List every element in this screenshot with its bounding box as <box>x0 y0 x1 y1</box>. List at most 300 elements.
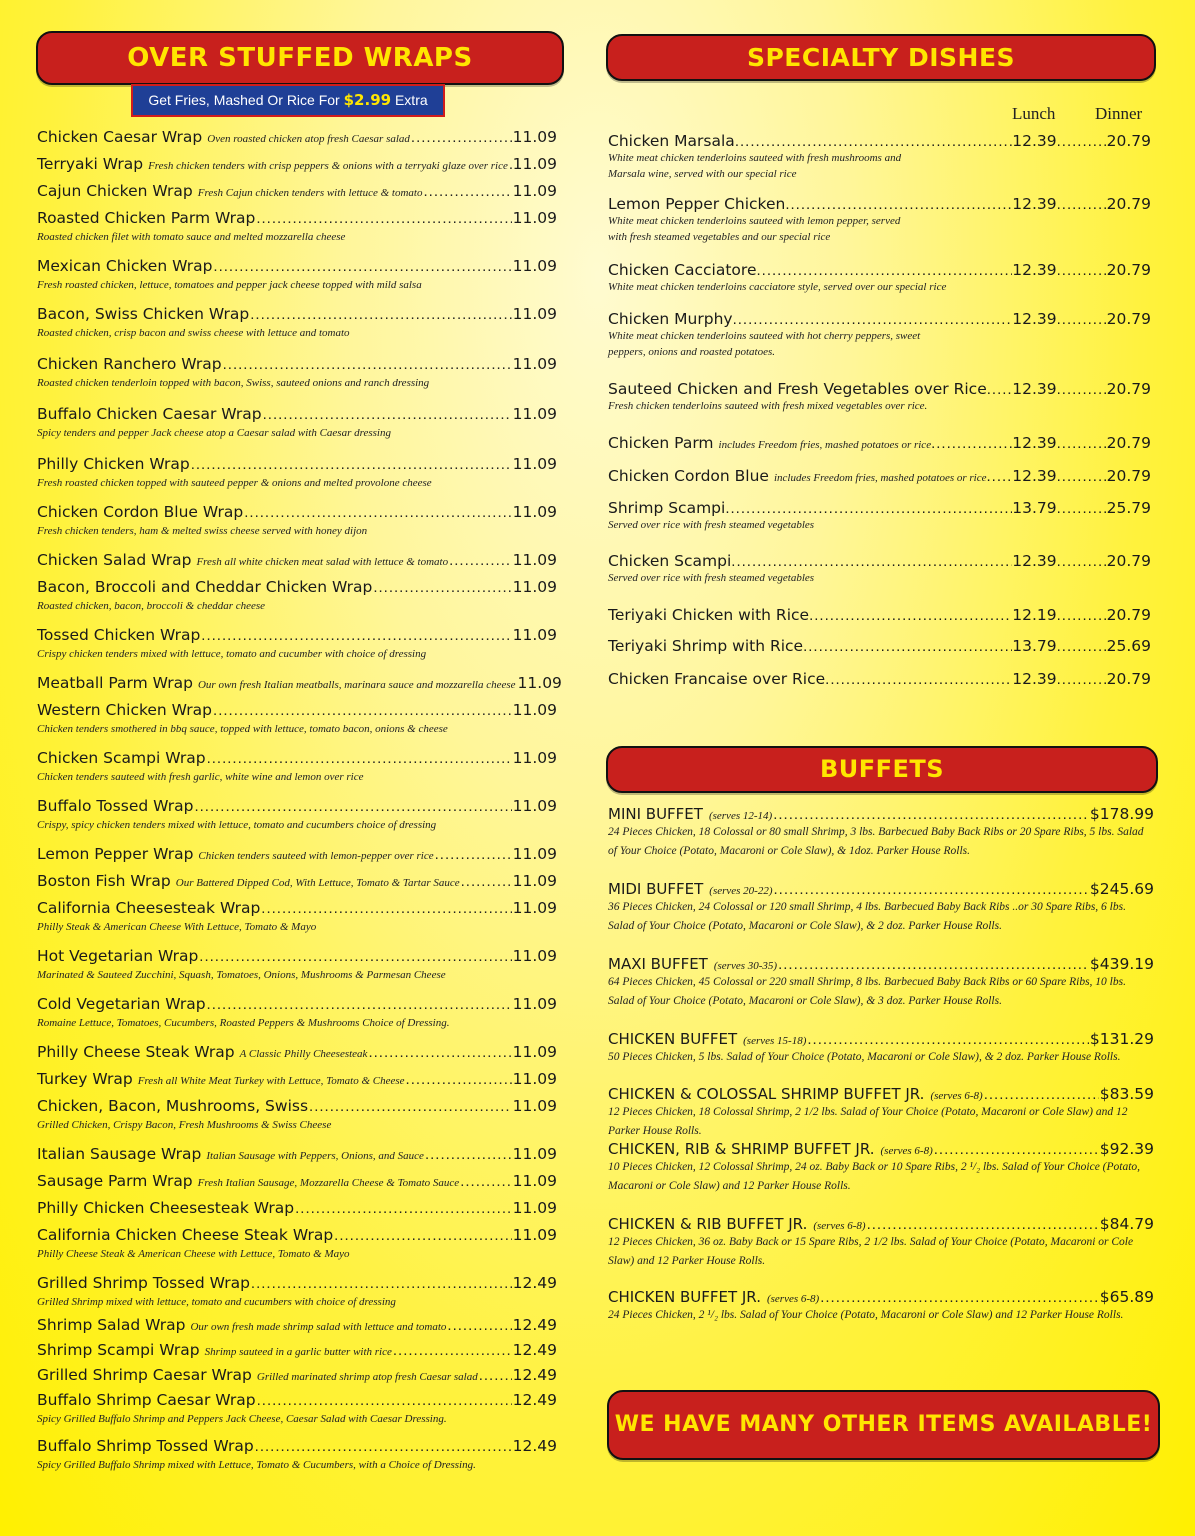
wrap-name: Chicken, Bacon, Mushrooms, Swiss <box>37 1097 309 1115</box>
specialty-name: Sauteed Chicken and Fresh Vegetables over Rice <box>608 380 987 398</box>
buffet-serves: (serves 15-18) <box>743 1035 807 1047</box>
specialty-item <box>608 499 1151 533</box>
wrap-desc: Spicy tenders and pepper Jack cheese atop a Caesar salad with Caesar dressing <box>37 427 391 439</box>
buffet-serves: (serves 6-8) <box>880 1145 933 1157</box>
specialty-item <box>608 132 1151 182</box>
wrap-name: Tossed Chicken Wrap <box>37 626 201 644</box>
dot-leader <box>803 638 1012 655</box>
specialty-dinner-price: 25.69 <box>1106 637 1151 655</box>
buffet-name: CHICKEN BUFFET <box>608 1030 738 1048</box>
dot-leader <box>263 406 512 423</box>
dot-leader <box>773 806 1089 823</box>
wrap-line <box>37 749 557 767</box>
buffet-line <box>608 1030 1154 1048</box>
wrap-item <box>37 355 557 391</box>
wrap-price: 11.09 <box>512 1043 557 1061</box>
subbanner-price: $2.99 <box>343 91 392 109</box>
wrap-price: 11.09 <box>512 551 557 569</box>
buffet-serves: (serves 6-8) <box>813 1220 866 1232</box>
wrap-price: 11.09 <box>512 899 557 917</box>
wrap-inline-desc: Our own fresh Italian meatballs, marinara sauce and mozzarella cheese <box>197 679 516 691</box>
specialty-dinner-price: 20.79 <box>1106 467 1151 485</box>
dot-leader <box>223 356 512 373</box>
wrap-name: Western Chicken Wrap <box>37 701 213 719</box>
wrap-item <box>37 797 557 833</box>
specialty-item <box>608 552 1151 586</box>
dot-leader <box>393 1342 512 1359</box>
wrap-line <box>37 578 557 596</box>
dot-leader <box>825 671 1012 688</box>
buffet-item <box>608 1030 1154 1067</box>
wrap-name: Roasted Chicken Parm Wrap <box>37 209 256 227</box>
wraps-subbanner <box>131 84 445 117</box>
wrap-name: Terryaki Wrap <box>37 155 144 173</box>
buffet-item <box>608 1085 1154 1141</box>
specialty-name: Shrimp Scampi <box>608 499 726 517</box>
specialty-dinner-price: 20.79 <box>1106 195 1151 213</box>
specialty-line <box>608 499 1151 517</box>
wrap-line <box>37 947 557 965</box>
dinner-header: Dinner <box>1095 104 1143 123</box>
dot-leader <box>251 1275 512 1292</box>
wrap-inline-desc: Our own fresh made shrimp salad with lettuce and tomato <box>190 1321 447 1333</box>
buffet-name: CHICKEN BUFFET JR. <box>608 1288 761 1306</box>
specialty-desc: Marsala wine, served with our special rice <box>608 168 797 180</box>
specialty-name: Lemon Pepper Chicken <box>608 195 786 213</box>
specialty-line <box>608 637 1151 655</box>
specialty-dinner-price: 20.79 <box>1106 380 1151 398</box>
specialty-name: Teriyaki Shrimp with Rice <box>608 637 804 655</box>
wrap-desc: Marinated & Sauteed Zucchini, Squash, Tomatoes, Onions, Mushrooms & Parmesan Cheese <box>37 969 446 981</box>
dot-leader <box>255 1438 512 1455</box>
dot-leader <box>1057 311 1107 328</box>
dot-leader <box>1057 381 1107 398</box>
dot-leader <box>207 996 512 1013</box>
wrap-name: Lemon Pepper Wrap <box>37 845 194 863</box>
wrap-line <box>37 155 557 173</box>
buffets-title: BUFFETS <box>819 755 945 783</box>
wrap-desc: Grilled Chicken, Crispy Bacon, Fresh Mushrooms & Swiss Cheese <box>37 1119 332 1131</box>
dot-leader <box>368 1044 511 1061</box>
dot-leader <box>207 750 512 767</box>
wrap-desc: Crispy chicken tenders mixed with lettuce, tomato and cucumber with choice of dressing <box>37 648 427 660</box>
specialty-line <box>608 467 1151 485</box>
dot-leader <box>191 456 512 473</box>
wrap-line <box>37 1172 557 1190</box>
wrap-line <box>37 1145 557 1163</box>
specialty-lunch-price: 13.79 <box>1012 637 1057 655</box>
wrap-price: 11.09 <box>512 1097 557 1115</box>
buffet-line <box>608 805 1154 823</box>
specialty-line <box>608 606 1151 624</box>
wrap-line <box>37 845 557 863</box>
buffet-name: CHICKEN & RIB BUFFET JR. <box>608 1215 808 1233</box>
wrap-line <box>37 701 557 719</box>
dot-leader <box>733 311 1013 328</box>
specialty-dinner-price: 20.79 <box>1106 434 1151 452</box>
specialty-item <box>608 261 1151 295</box>
wrap-name: Philly Chicken Cheesesteak Wrap <box>37 1199 295 1217</box>
specialty-lunch-price: 12.39 <box>1012 132 1057 150</box>
wrap-price: 11.09 <box>512 1145 557 1163</box>
buffet-serves: (serves 30-35) <box>713 960 778 972</box>
wrap-name: Bacon, Swiss Chicken Wrap <box>37 305 250 323</box>
buffet-serves: (serves 6-8) <box>930 1090 983 1102</box>
wrap-item <box>37 1316 557 1334</box>
wrap-inline-desc: Chicken tenders sauteed with lemon-pepper over rice <box>198 850 434 862</box>
specialty-desc: White meat chicken tenderloins sauteed with hot cherry peppers, sweet <box>608 330 921 342</box>
buffet-name: MAXI BUFFET <box>608 955 708 973</box>
dot-leader <box>1057 607 1107 624</box>
wrap-desc: Spicy Grilled Buffalo Shrimp and Peppers Jack Cheese, Caesar Salad with Caesar Dressing. <box>37 1413 447 1425</box>
wrap-item <box>37 551 557 569</box>
wrap-line <box>37 1274 557 1292</box>
wrap-line <box>37 503 557 521</box>
wraps-banner <box>36 31 564 85</box>
wrap-price: 11.09 <box>512 1226 557 1244</box>
wrap-desc: Crispy, spicy chicken tenders mixed with lettuce, tomato and cucumbers choice of dressing <box>37 819 437 831</box>
specialty-lunch-price: 12.39 <box>1012 310 1057 328</box>
wrap-name: Cajun Chicken Wrap <box>37 182 193 200</box>
specialty-item <box>608 434 1151 452</box>
wrap-inline-desc: Fresh Italian Sausage, Mozzarella Cheese & Tomato Sauce <box>197 1177 460 1189</box>
wrap-name: Hot Vegetarian Wrap <box>37 947 199 965</box>
wrap-price: 11.09 <box>512 749 557 767</box>
specialty-desc: White meat chicken tenderloins cacciatore style, served over our special rice <box>608 281 947 293</box>
wrap-price: 11.09 <box>512 1199 557 1217</box>
wrap-line <box>37 1226 557 1244</box>
dot-leader <box>334 1227 511 1244</box>
buffet-line <box>608 1215 1154 1233</box>
buffet-desc: 36 Pieces Chicken, 24 Colossal or 120 small Shrimp, 4 lbs. Barbecued Baby Back Ribs ..or 30 Spare Ribs, 6 lbs. Salad of Your Choice (Potato, Macaroni or Cole Slaw), & 2 doz. Parker House Rolls. <box>608 901 1126 932</box>
dot-leader <box>725 500 1012 517</box>
wrap-price: 11.09 <box>512 209 557 227</box>
dot-leader <box>820 1289 1099 1306</box>
wrap-price: 11.09 <box>512 1070 557 1088</box>
specialty-line <box>608 670 1151 688</box>
wrap-price: 11.09 <box>512 128 557 146</box>
dot-leader <box>261 900 511 917</box>
wrap-price: 11.09 <box>512 701 557 719</box>
specialty-item <box>608 467 1151 485</box>
dot-leader <box>244 504 511 521</box>
specialty-line <box>608 132 1151 150</box>
wrap-desc: Roasted chicken filet with tomato sauce and melted mozzarella cheese <box>37 231 346 243</box>
wrap-line <box>37 1043 557 1061</box>
buffet-serves: (serves 6-8) <box>766 1293 820 1305</box>
wrap-desc: Spicy Grilled Buffalo Shrimp mixed with Lettuce, Tomato & Cucumbers, with a Choice of Dressing. <box>37 1459 476 1471</box>
dot-leader <box>809 607 1012 624</box>
specialty-lunch-price: 12.39 <box>1012 380 1057 398</box>
wrap-name: Buffalo Shrimp Caesar Wrap <box>37 1391 256 1409</box>
wrap-item <box>37 1366 557 1384</box>
buffet-price: $131.29 <box>1089 1030 1154 1048</box>
wrap-inline-desc: Fresh chicken tenders with crisp peppers & onions with a terryaki glaze over rice <box>148 160 508 172</box>
buffets-banner <box>606 746 1158 793</box>
wrap-desc: Chicken tenders sauteed with fresh garlic, white wine and lemon over rice <box>37 771 364 783</box>
wrap-price: 11.09 <box>512 845 557 863</box>
wrap-price: 12.49 <box>512 1437 557 1455</box>
wrap-item <box>37 845 557 863</box>
wrap-line <box>37 355 557 373</box>
dot-leader <box>987 468 1013 485</box>
wrap-item <box>37 503 557 539</box>
buffet-desc: 24 Pieces Chicken, 18 Colossal or 80 small Shrimp, 3 lbs. Barbecued Baby Back Ribs or 20 Spare Ribs, 5 lbs. Salad of Your Choice (Potato, Macaroni or Cole Slaw), & 1doz. Parker House Rolls. <box>608 826 1144 857</box>
wrap-price: 11.09 <box>512 155 557 173</box>
wrap-item <box>37 626 557 662</box>
wrap-item <box>37 182 557 200</box>
dot-leader <box>449 552 512 569</box>
wrap-desc: Fresh roasted chicken topped with sauteed pepper & onions and melted provolone cheese <box>37 477 432 489</box>
dot-leader <box>425 1146 512 1163</box>
buffet-line <box>608 880 1154 898</box>
wrap-name: Buffalo Tossed Wrap <box>37 797 194 815</box>
wrap-inline-desc: Fresh all white chicken meat salad with lettuce & tomato <box>196 556 449 568</box>
buffet-name: MINI BUFFET <box>608 805 703 823</box>
specialty-item <box>608 380 1151 414</box>
wrap-name: Bacon, Broccoli and Cheddar Chicken Wrap <box>37 578 373 596</box>
buffet-name: CHICKEN, RIB & SHRIMP BUFFET JR. <box>608 1140 875 1158</box>
specialty-dinner-price: 20.79 <box>1106 310 1151 328</box>
specialty-item <box>608 670 1151 688</box>
buffet-desc: 12 Pieces Chicken, 18 Colossal Shrimp, 2 1/2 lbs. Salad of Your Choice (Potato, Macaroni or Cole Slaw) and 12 Parker House Rolls. <box>608 1106 1128 1137</box>
wrap-item <box>37 128 557 146</box>
dot-leader <box>256 210 511 227</box>
specialty-line <box>608 434 1151 452</box>
wrap-item <box>37 209 557 245</box>
wrap-price: 11.09 <box>517 674 562 692</box>
wrap-desc: Roasted chicken, crisp bacon and swiss cheese with lettuce and tomato <box>37 327 350 339</box>
specialty-desc: Fresh chicken tenderloins sauteed with fresh mixed vegetables over rice. <box>608 400 928 412</box>
specialty-lunch-price: 12.19 <box>1012 606 1057 624</box>
dot-leader <box>1057 553 1107 570</box>
buffet-item <box>608 880 1154 936</box>
specialty-dinner-price: 25.79 <box>1106 499 1151 517</box>
wrap-name: Chicken Ranchero Wrap <box>37 355 222 373</box>
specialty-line <box>608 552 1151 570</box>
dot-leader <box>213 258 511 275</box>
subbanner-prefix: Get Fries, Mashed Or Rice For <box>148 92 340 108</box>
buffet-serves: (serves 12-14) <box>708 810 773 822</box>
wrap-line <box>37 209 557 227</box>
dot-leader <box>1057 196 1107 213</box>
buffet-serves: (serves 20-22) <box>709 885 773 897</box>
buffet-desc: 24 Pieces Chicken, 2 ¹/₂ lbs. Salad of Your Choice (Potato, Macaroni or Cole Slaw) and 12 Parker House Rolls. <box>608 1309 1124 1321</box>
wrap-line <box>37 1316 557 1334</box>
wrap-item <box>37 305 557 341</box>
wrap-name: Boston Fish Wrap <box>37 872 171 890</box>
specialty-desc: Served over rice with fresh steamed vegetables <box>608 519 815 531</box>
buffet-line <box>608 1085 1154 1103</box>
dot-leader <box>406 1071 512 1088</box>
wrap-inline-desc: Fresh Cajun chicken tenders with lettuce & tomato <box>197 187 423 199</box>
buffet-line <box>608 1288 1154 1306</box>
wrap-price: 12.49 <box>512 1391 557 1409</box>
specialty-item <box>608 606 1151 624</box>
specialty-item <box>608 195 1151 245</box>
wrap-item <box>37 701 557 737</box>
wrap-inline-desc: A Classic Philly Cheesesteak <box>239 1048 368 1060</box>
specialty-item <box>608 637 1151 655</box>
specialty-inline-desc: includes Freedom fries, mashed potatoes or rice <box>718 439 932 451</box>
specialty-lunch-price: 13.79 <box>1012 499 1057 517</box>
wrap-name: Chicken Caesar Wrap <box>37 128 203 146</box>
dot-leader <box>987 381 1013 398</box>
dot-leader <box>1057 262 1107 279</box>
wrap-price: 12.49 <box>512 1316 557 1334</box>
buffet-price: $439.19 <box>1089 955 1154 973</box>
wrap-price: 12.49 <box>512 1341 557 1359</box>
wrap-name: Philly Chicken Wrap <box>37 455 190 473</box>
buffet-desc: 10 Pieces Chicken, 12 Colossal Shrimp, 24 oz. Baby Back or 10 Spare Ribs, 2 ¹/₂ lbs. Salad of Your Choice (Potato, Macaroni or Cole Slaw) and 12 Parker House Rolls. <box>608 1161 1141 1192</box>
wrap-price: 11.09 <box>512 503 557 521</box>
dot-leader <box>479 1367 512 1384</box>
dot-leader <box>1057 435 1107 452</box>
wrap-item <box>37 1097 557 1133</box>
wrap-item <box>37 405 557 441</box>
specialty-name: Chicken Francaise over Rice <box>608 670 826 688</box>
wrap-line <box>37 405 557 423</box>
wrap-name: Sausage Parm Wrap <box>37 1172 193 1190</box>
wrap-line <box>37 1437 557 1455</box>
wrap-name: Grilled Shrimp Caesar Wrap <box>37 1366 252 1384</box>
wrap-desc: Philly Steak & American Cheese With Lettuce, Tomato & Mayo <box>37 921 317 933</box>
wrap-name: Meatball Parm Wrap <box>37 674 193 692</box>
specialty-name: Chicken Marsala <box>608 132 735 150</box>
specialty-banner <box>606 34 1156 81</box>
wrap-price: 11.09 <box>512 455 557 473</box>
wrap-desc: Fresh chicken tenders, ham & melted swiss cheese served with honey dijon <box>37 525 368 537</box>
wrap-line <box>37 128 557 146</box>
wrap-item <box>37 257 557 293</box>
buffet-price: $92.39 <box>1099 1140 1154 1158</box>
wrap-desc: Philly Cheese Steak & American Cheese with Lettuce, Tomato & Mayo <box>37 1248 350 1260</box>
specialty-dinner-price: 20.79 <box>1106 606 1151 624</box>
buffet-desc: 12 Pieces Chicken, 36 oz. Baby Back or 15 Spare Ribs, 2 1/2 lbs. Salad of Your Choice (Potato, Macaroni or Cole Slaw) and 12 Parker House Rolls. <box>608 1236 1134 1267</box>
wrap-line <box>37 674 562 692</box>
dot-leader <box>447 1317 511 1334</box>
wrap-line <box>37 1097 557 1115</box>
wrap-price: 12.49 <box>512 1274 557 1292</box>
footer-banner <box>607 1390 1160 1460</box>
specialty-lunch-price: 12.39 <box>1012 195 1057 213</box>
buffet-name: CHICKEN & COLOSSAL SHRIMP BUFFET JR. <box>608 1085 925 1103</box>
buffet-item <box>608 1140 1154 1196</box>
wraps-list <box>37 128 562 1488</box>
wrap-name: Chicken Cordon Blue Wrap <box>37 503 244 521</box>
wrap-name: Italian Sausage Wrap <box>37 1145 202 1163</box>
wrap-line <box>37 899 557 917</box>
specialty-name: Chicken Murphy <box>608 310 733 328</box>
dot-leader <box>309 1098 512 1115</box>
dot-leader <box>774 881 1089 898</box>
wrap-price: 11.09 <box>512 257 557 275</box>
dot-leader <box>201 627 511 644</box>
specialty-dinner-price: 20.79 <box>1106 670 1151 688</box>
specialty-name: Chicken Parm <box>608 434 714 452</box>
dot-leader <box>461 873 512 890</box>
wrap-line <box>37 995 557 1013</box>
wrap-item <box>37 899 557 935</box>
buffet-price: $178.99 <box>1089 805 1154 823</box>
wrap-line <box>37 455 557 473</box>
wrap-item <box>37 578 557 614</box>
dot-leader <box>867 1216 1099 1233</box>
specialty-lunch-price: 12.39 <box>1012 552 1057 570</box>
wrap-item <box>37 1274 557 1310</box>
specialty-line <box>608 380 1151 398</box>
specialty-dinner-price: 20.79 <box>1106 132 1151 150</box>
wrap-name: Grilled Shrimp Tossed Wrap <box>37 1274 250 1292</box>
buffet-line <box>608 955 1154 973</box>
wrap-line <box>37 257 557 275</box>
wrap-item <box>37 1145 557 1163</box>
wrap-item <box>37 674 562 692</box>
wrap-price: 11.09 <box>512 578 557 596</box>
dot-leader <box>785 196 1012 213</box>
wrap-name: Shrimp Salad Wrap <box>37 1316 186 1334</box>
specialty-dinner-price: 20.79 <box>1106 552 1151 570</box>
buffet-line <box>608 1140 1154 1158</box>
wrap-name: Buffalo Shrimp Tossed Wrap <box>37 1437 254 1455</box>
buffet-item <box>608 1215 1154 1271</box>
specialty-desc: with fresh steamed vegetables and our special rice <box>608 231 831 243</box>
specialty-line <box>608 195 1151 213</box>
lunch-header: Lunch <box>1012 104 1056 123</box>
wrap-desc: Grilled Shrimp mixed with lettuce, tomato and cucumbers with choice of dressing <box>37 1296 396 1308</box>
wrap-item <box>37 1341 557 1359</box>
wrap-item <box>37 872 557 890</box>
wrap-price: 11.09 <box>512 1172 557 1190</box>
specialty-lunch-price: 12.39 <box>1012 670 1057 688</box>
dot-leader <box>984 1086 1099 1103</box>
wrap-item <box>37 155 557 173</box>
buffet-price: $245.69 <box>1089 880 1154 898</box>
specialty-desc: White meat chicken tenderloins sauteed with lemon pepper, served <box>608 215 901 227</box>
wrap-price: 11.09 <box>512 872 557 890</box>
dot-leader <box>423 183 511 200</box>
wrap-line <box>37 1366 557 1384</box>
specialty-name: Chicken Cacciatore <box>608 261 757 279</box>
wrap-item <box>37 1199 557 1217</box>
specialty-lunch-price: 12.39 <box>1012 434 1057 452</box>
wrap-name: Chicken Scampi Wrap <box>37 749 206 767</box>
buffets-list <box>608 805 1154 1345</box>
wrap-name: Shrimp Scampi Wrap <box>37 1341 200 1359</box>
wrap-inline-desc: Oven roasted chicken atop fresh Caesar salad <box>207 133 410 145</box>
wrap-name: Philly Cheese Steak Wrap <box>37 1043 235 1061</box>
specialty-name: Teriyaki Chicken with Rice <box>608 606 810 624</box>
wrap-price: 11.09 <box>512 355 557 373</box>
wrap-name: Mexican Chicken Wrap <box>37 257 213 275</box>
specialty-list <box>608 132 1151 702</box>
wrap-price: 11.09 <box>512 182 557 200</box>
wrap-line <box>37 182 557 200</box>
dot-leader <box>257 1392 512 1409</box>
wrap-price: 11.09 <box>512 947 557 965</box>
buffet-item <box>608 805 1154 861</box>
dot-leader <box>731 553 1012 570</box>
wrap-item <box>37 1391 557 1427</box>
wrap-item <box>37 749 557 785</box>
specialty-item <box>608 310 1151 360</box>
buffet-item <box>608 1288 1154 1325</box>
wrap-line <box>37 1391 557 1409</box>
specialty-title: SPECIALTY DISHES <box>746 43 1016 72</box>
specialty-desc: White meat chicken tenderloins sauteed with fresh mushrooms and <box>608 152 902 164</box>
specialty-desc: Served over rice with fresh steamed vegetables <box>608 572 815 584</box>
buffet-price: $84.79 <box>1099 1215 1154 1233</box>
